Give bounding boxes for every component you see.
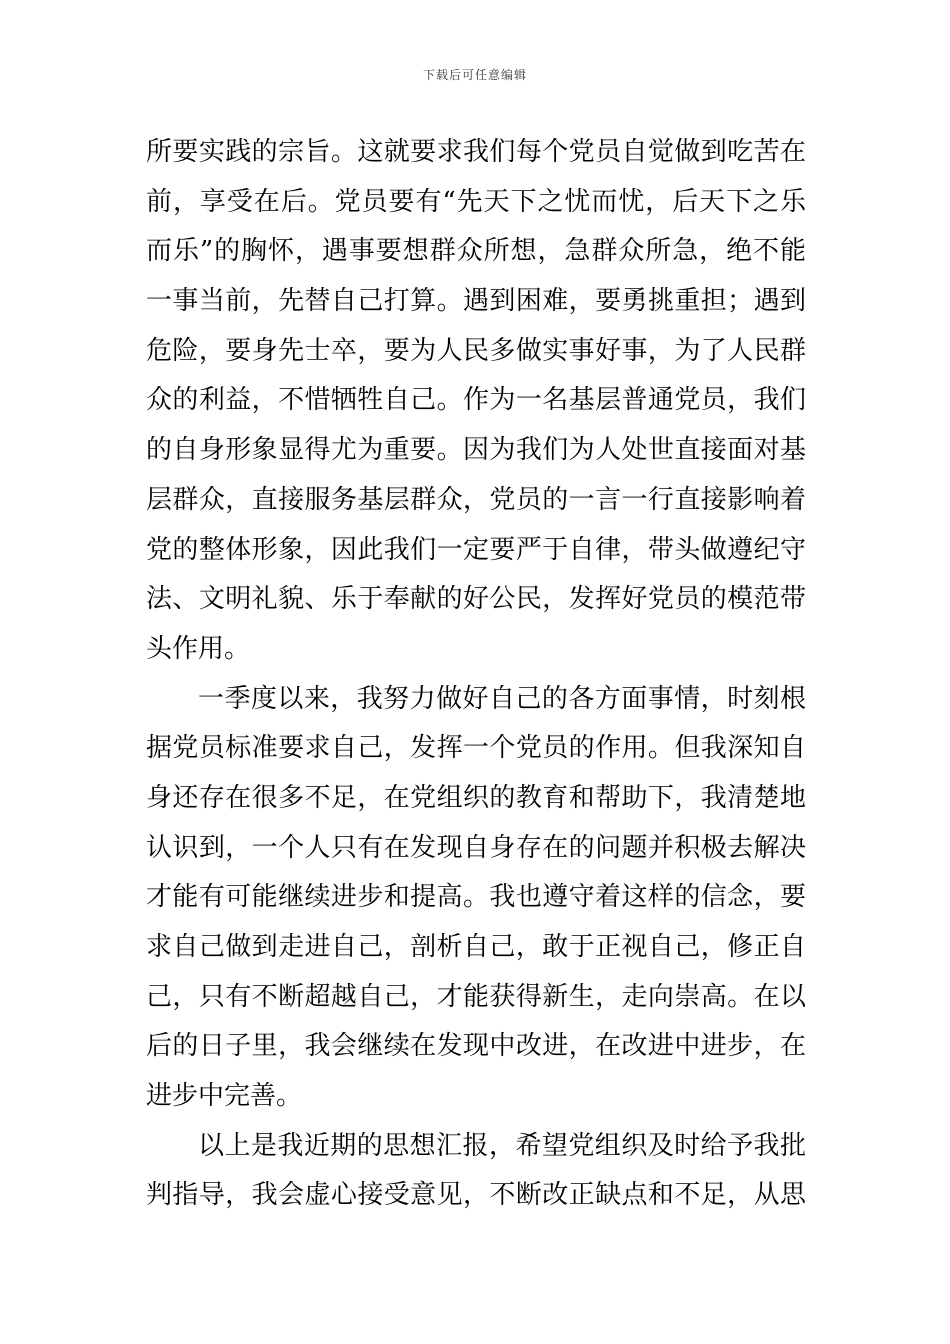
text-line: 认识到，一个人只有在发现自身存在的问题并积极去解决 [146, 832, 806, 863]
text-line: 的自身形象显得尤为重要。因为我们为人处世直接面对基 [146, 435, 806, 466]
text-line: 身还存在很多不足，在党组织的教育和帮助下，我清楚地 [146, 782, 806, 813]
paragraph-start-line: 一季度以来，我努力做好自己的各方面事情，时刻根 [198, 683, 806, 714]
text-line: 求自己做到走进自己，剖析自己，敢于正视自己，修正自 [146, 932, 806, 962]
text-line: 党的整体形象，因此我们一定要严于自律，带头做遵纪守 [146, 534, 806, 565]
text-line: 所要实践的宗旨。这就要求我们每个党员自觉做到吃苦在 [146, 137, 806, 167]
text-line: 一事当前，先替自己打算。遇到困难，要勇挑重担；遇到 [146, 286, 806, 317]
paragraph-start-line: 以上是我近期的思想汇报，希望党组织及时给予我批 [198, 1130, 806, 1161]
text-line: 才能有可能继续进步和提高。我也遵守着这样的信念，要 [146, 882, 806, 913]
text-line: 后的日子里，我会继续在发现中改进，在改进中进步，在 [146, 1031, 806, 1062]
page-header: 下载后可任意编辑 [422, 68, 527, 82]
text-line: 进步中完善。 [146, 1081, 303, 1112]
text-line: 己，只有不断超越自己，才能获得新生，走向崇高。在以 [146, 981, 806, 1012]
text-line: 法、文明礼貌、乐于奉献的好公民，发挥好党员的模范带 [146, 584, 806, 615]
text-line: 层群众，直接服务基层群众，党员的一言一行直接影响着 [146, 484, 806, 515]
text-line: 而乐”的胸怀，遇事要想群众所想，急群众所急，绝不能 [146, 236, 806, 267]
document-body [146, 128, 806, 1221]
text-line: 判指导，我会虚心接受意见，不断改正缺点和不足，从思 [146, 1180, 806, 1211]
text-line: 前，享受在后。党员要有“先天下之忧而忧，后天下之乐 [146, 186, 806, 217]
text-line: 头作用。 [146, 633, 251, 664]
text-line: 众的利益，不惜牺牲自己。作为一名基层普通党员，我们 [146, 385, 806, 416]
text-line: 危险，要身先士卒，要为人民多做实事好事，为了人民群 [146, 335, 806, 366]
text-line: 据党员标准要求自己，发挥一个党员的作用。但我深知自 [146, 733, 806, 764]
